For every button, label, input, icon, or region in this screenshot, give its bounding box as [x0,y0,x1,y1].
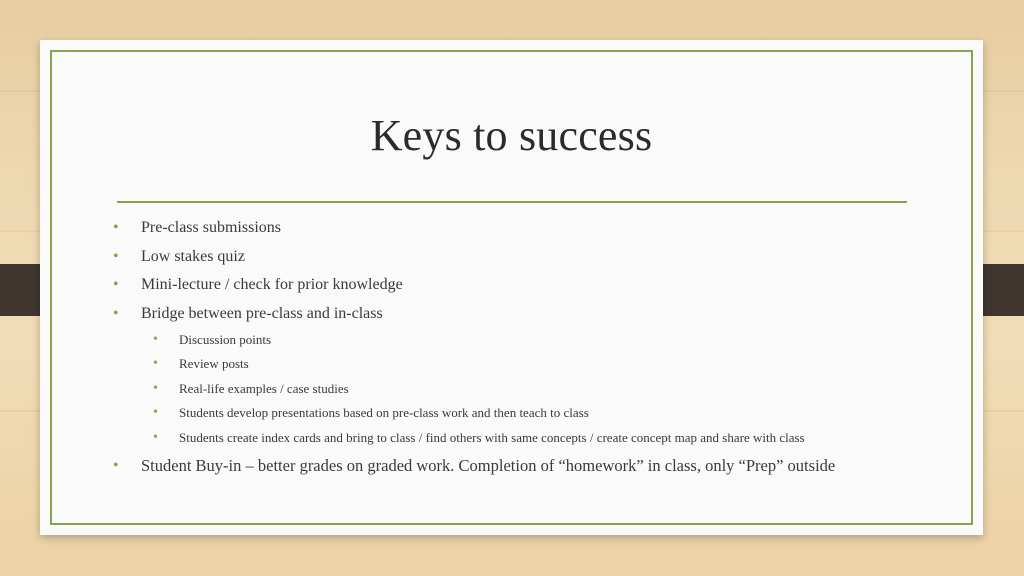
bullet-item [113,452,933,481]
bullet-icon: • [153,380,158,396]
bullet-item [113,300,933,329]
title-divider [117,201,907,203]
bullet-icon: • [113,304,119,322]
bullet-icon: • [113,456,119,474]
sub-bullet-text: Students create index cards and bring to class / find others with same concepts / create concept map and share with class [179,429,805,445]
bullet-list [113,214,933,480]
bullet-icon: • [113,276,119,293]
sub-bullet-text: Students develop presentations based on pre-class work and then teach to class [179,405,589,421]
slide-card [40,40,983,535]
bullet-item [113,214,933,243]
sub-bullet-text: Discussion points [179,332,272,347]
bullet-text: Student Buy-in – better grades on graded work. Completion of “homework” in class, only “Prep” outside [141,455,836,475]
bullet-icon: • [153,356,158,372]
bullet-item [113,243,933,272]
sub-bullet-item [113,352,933,376]
bullet-icon: • [113,247,119,265]
slide-title: Keys to success [370,111,653,160]
bullet-text: Low stakes quiz [141,247,245,265]
bullet-item [113,271,933,300]
sub-bullet-item [113,426,933,450]
sub-bullet-item [113,401,933,425]
sub-bullet-item [113,377,933,401]
bullet-icon: • [153,429,158,445]
bullet-text: Bridge between pre-class and in-class [141,304,383,322]
bullet-text: Mini-lecture / check for prior knowledge [141,276,403,293]
bullet-icon: • [153,332,158,347]
sub-bullet-item [113,328,933,352]
bullet-text: Pre-class submissions [141,219,281,236]
bullet-icon: • [153,405,158,421]
bullet-icon: • [113,219,119,236]
sub-bullet-text: Real-life examples / case studies [179,380,349,396]
sub-bullet-text: Review posts [179,356,249,372]
